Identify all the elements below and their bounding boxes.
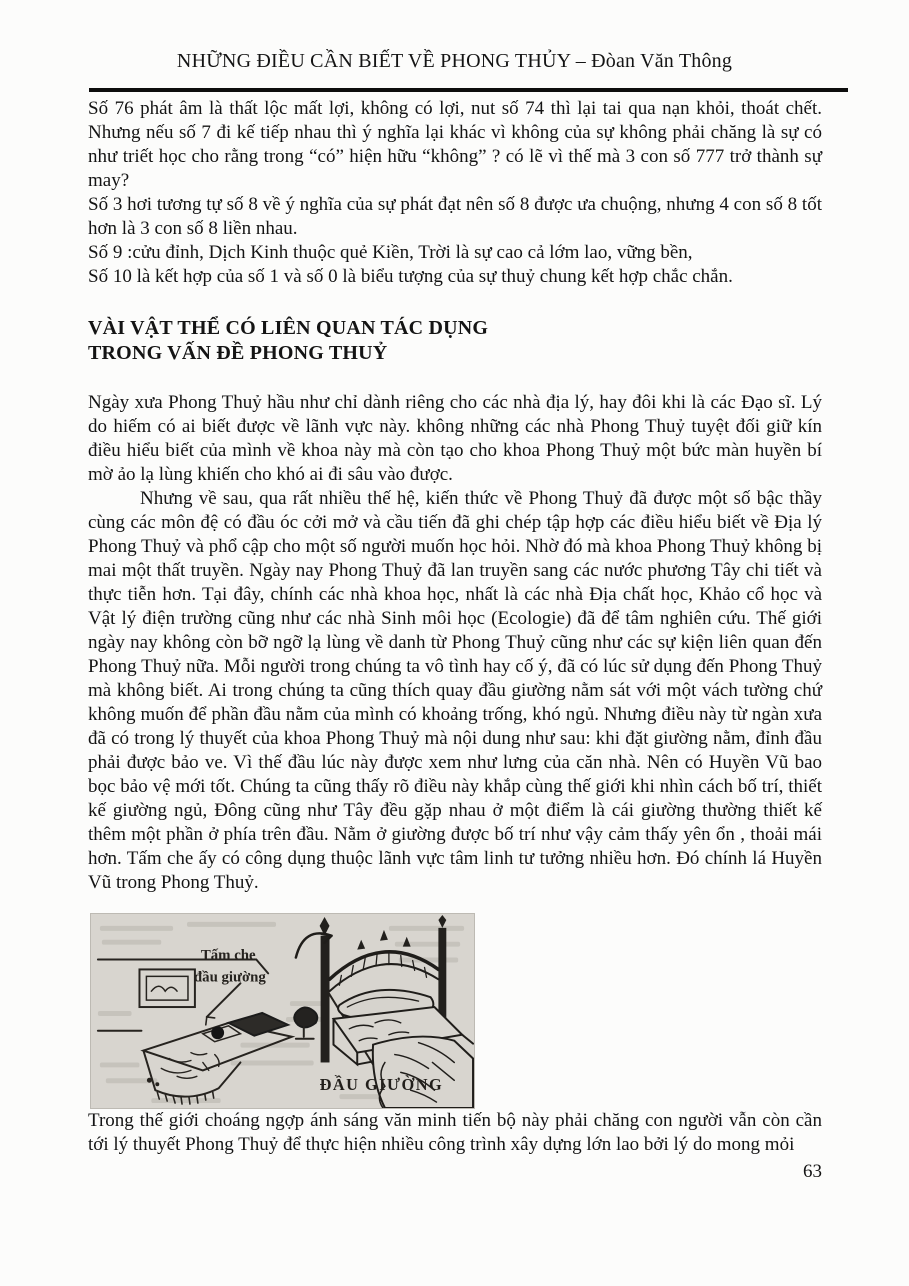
paragraph-so-9: Số 9 :cửu đỉnh, Dịch Kinh thuộc quẻ Kiền, Trời là sự cao cả lớm lao, vững bền, bbox=[88, 242, 693, 263]
paragraph-so-3: Số 3 hơi tương tự số 8 về ý nghĩa của sự phát đạt nên số 8 được ưa chuộng, nhưng 4 con số 8 tốt hơn là 3 con số 8 liền nhau. bbox=[88, 194, 822, 239]
main-paragraph: Nhưng về sau, qua rất nhiều thế hệ, kiến thức về Phong Thuỷ đã được một số bậc thầy cùng các môn đệ có đầu óc cởi mở và cầu tiến đã ghi chép tập hợp các điều hiểu biết về Địa lý Phong Thuỷ và phổ cập cho một số người muốn học hỏi. Nhờ đó mà khoa Phong Thuỷ không bị mai một thất truyền. Ngày nay Phong Thuỷ đã lan truyền sang các nước phương Tây chi tiết và thực tiễn hơn. Tại đây, chính các nhà khoa học, nhất là các nhà Địa chất học, Khảo cổ học và Vật lý điện trường cũng như các nhà Sinh môi học (Ecologie) đã để tâm nghiên cứu. Thế giới ngày nay không còn bỡ ngỡ lạ lùng về danh từ Phong Thuỷ cũng như các sự kiện liên quan đến Phong Thuỷ nữa. Mỗi người trong chúng ta vô tình hay cố ý, đã có lúc sử dụng đến Phong Thuỷ mà không biết. Ai trong chúng ta cũng thích quay đầu giường nằm sát với một vách tường chứ không muốn để phần đầu nằm của mình có khoảng trống, khó ngủ. Nhưng điều này từ ngàn xưa đã có trong lý thuyết của khoa Phong Thuỷ mà nội dung như sau: khi đặt giường nằm, đỉnh đầu phải được bảo ve. Vì thế đầu lúc này được xem như lưng của căn nhà. Nên có Huyền Vũ bao bọc bảo vệ mới tốt. Chúng ta cũng thấy rõ điều này khắp cùng thế giới khi nhìn cách bố trí, thiết kế giường ngủ, Đông cũng như Tây đều gặp nhau ở một điểm là cái giường thường thiết kế thêm một phần ở phía trên đầu. Nằm ở giường được bố trí như vậy cảm thấy yên ổn , thoải mái hơn. Tấm che ấy có công dụng thuộc lãnh vực tâm linh tư tưởng nhiều hơn. Đó chính lá Huyền Vũ trong Phong Thuỷ. bbox=[88, 488, 822, 893]
paragraph-so-76: Số 76 phát âm là thất lộc mất lợi, không có lợi, nut số 74 thì lại tai qua nạn khỏi, thoát chết. Nhưng nếu số 7 đi kế tiếp nhau thì ý nghĩa lại khác vì không của sự không phải chăng là sự có như triết học cho rằng trong “có” hiện hữu “không” ? có lẽ vì thế mà 3 con số 777 trở thành sự may? bbox=[88, 98, 822, 191]
figure-caption: ĐẦU GIƯỜNG bbox=[319, 1075, 444, 1095]
closing-paragraph: Trong thế giới choáng ngợp ánh sáng văn minh tiến bộ này phải chăng con người vẫn còn cần tới lý thuyết Phong Thuỷ để thực hiện nhiều công trình xây dựng lớn lao bởi lý do mong mỏi bbox=[88, 1110, 822, 1155]
bed-figure bbox=[90, 913, 475, 1109]
intro-paragraph: Ngày xưa Phong Thuỷ hầu như chỉ dành riêng cho các nhà địa lý, hay đôi khi là các Đạo sĩ. Lý do hiếm có ai biết được về lãnh vực này. không những các nhà Phong Thuỷ tuyệt đối giữ kín điều hiểu biết của mình về khoa này mà còn tạo cho khoa Phong Thuỷ một bức màn huyền bí mờ ảo lạ lùng khiến cho khó ai đi sâu vào được. bbox=[88, 392, 822, 485]
page-header-title: NHỮNG ĐIỀU CẦN BIẾT VỀ PHONG THỦY – Đòan Văn Thông bbox=[176, 50, 733, 72]
section-heading bbox=[88, 316, 822, 366]
section-heading-line-1: VÀI VẬT THỂ CÓ LIÊN QUAN TÁC DỤNG bbox=[88, 317, 489, 339]
bed-illustration-image bbox=[91, 914, 474, 1108]
paragraph-so-10: Số 10 là kết hợp của số 1 và số 0 là biểu tượng của sự thuỷ chung kết hợp chắc chắn. bbox=[88, 266, 733, 287]
page-number: 63 bbox=[803, 1161, 822, 1182]
figure-label-line-2: đầu giường bbox=[193, 969, 266, 986]
text-column bbox=[88, 97, 822, 1184]
header-rule bbox=[89, 88, 848, 92]
section-heading-line-2: TRONG VẤN ĐỀ PHONG THUỶ bbox=[88, 342, 388, 364]
figure-label-line-1: Tấm che bbox=[200, 947, 256, 964]
